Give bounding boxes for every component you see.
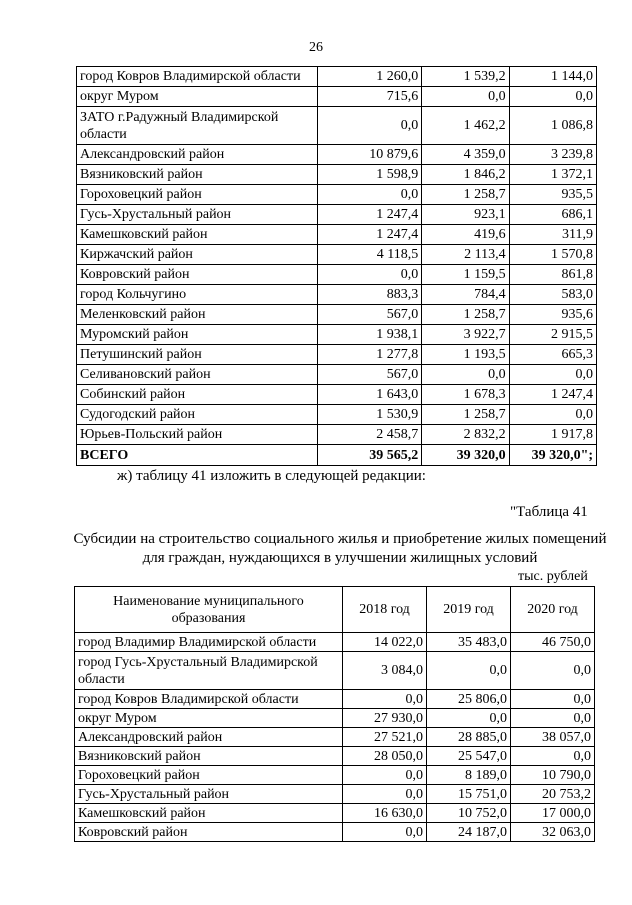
value-2019: 2 832,2 xyxy=(422,425,509,445)
value-2018: 883,3 xyxy=(317,285,421,305)
row-name: Александровский район xyxy=(75,728,343,747)
row-name: Юрьев-Польский район xyxy=(77,425,318,445)
column-header-name: Наименование муниципального образования xyxy=(75,587,343,633)
total-row xyxy=(77,445,597,466)
value-2019: 0,0 xyxy=(427,709,511,728)
value-2018: 567,0 xyxy=(317,365,421,385)
value-2020: 0,0 xyxy=(509,405,596,425)
value-2019: 1 258,7 xyxy=(422,405,509,425)
value-2020: 1 144,0 xyxy=(509,67,596,87)
value-2020: 38 057,0 xyxy=(511,728,595,747)
value-2019: 1 258,7 xyxy=(422,305,509,325)
value-2019: 1 678,3 xyxy=(422,385,509,405)
value-2018: 715,6 xyxy=(317,87,421,107)
row-name: Петушинский район xyxy=(77,345,318,365)
value-2020: 861,8 xyxy=(509,265,596,285)
value-2018: 0,0 xyxy=(317,265,421,285)
value-2019: 1 159,5 xyxy=(422,265,509,285)
row-name: город Ковров Владимирской области xyxy=(75,690,343,709)
value-2019: 2 113,4 xyxy=(422,245,509,265)
value-2020: 46 750,0 xyxy=(511,633,595,652)
value-2018: 1 598,9 xyxy=(317,165,421,185)
table-row xyxy=(75,823,595,842)
row-name: Селивановский район xyxy=(77,365,318,385)
value-2019: 1 846,2 xyxy=(422,165,509,185)
column-header-2019: 2019 год xyxy=(427,587,511,633)
table2-body xyxy=(75,633,595,842)
value-2020: 0,0 xyxy=(509,365,596,385)
column-header-2020: 2020 год xyxy=(511,587,595,633)
value-2019: 35 483,0 xyxy=(427,633,511,652)
value-2018: 0,0 xyxy=(343,690,427,709)
table-row xyxy=(77,185,597,205)
table-row xyxy=(77,405,597,425)
value-2018: 0,0 xyxy=(343,823,427,842)
table-row xyxy=(77,345,597,365)
header-row xyxy=(75,587,595,633)
value-2020: 1 570,8 xyxy=(509,245,596,265)
value-2019: 784,4 xyxy=(422,285,509,305)
table2-header xyxy=(75,587,595,633)
row-name: округ Муром xyxy=(75,709,343,728)
value-2020: 32 063,0 xyxy=(511,823,595,842)
table-row xyxy=(77,107,597,145)
value-2020: 0,0 xyxy=(511,690,595,709)
row-name: город Владимир Владимирской области xyxy=(75,633,343,652)
table-row xyxy=(75,747,595,766)
table-row xyxy=(77,205,597,225)
column-header-2018: 2018 год xyxy=(343,587,427,633)
row-name: Гусь-Хрустальный район xyxy=(75,785,343,804)
value-2020: 583,0 xyxy=(509,285,596,305)
table-row xyxy=(75,804,595,823)
row-name: Камешковский район xyxy=(77,225,318,245)
value-2018: 567,0 xyxy=(317,305,421,325)
total-2019: 39 320,0 xyxy=(422,445,509,466)
value-2019: 0,0 xyxy=(422,87,509,107)
value-2019: 24 187,0 xyxy=(427,823,511,842)
table-row xyxy=(77,325,597,345)
row-name: Александровский район xyxy=(77,145,318,165)
total-2018: 39 565,2 xyxy=(317,445,421,466)
table-row xyxy=(77,87,597,107)
row-name: Камешковский район xyxy=(75,804,343,823)
row-name: Ковровский район xyxy=(75,823,343,842)
table-row xyxy=(77,165,597,185)
value-2018: 28 050,0 xyxy=(343,747,427,766)
value-2018: 16 630,0 xyxy=(343,804,427,823)
value-2019: 1 258,7 xyxy=(422,185,509,205)
value-2020: 0,0 xyxy=(511,747,595,766)
value-2020: 0,0 xyxy=(509,87,596,107)
table-row xyxy=(75,766,595,785)
table-row xyxy=(77,385,597,405)
total-2020: 39 320,0"; xyxy=(509,445,596,466)
value-2019: 923,1 xyxy=(422,205,509,225)
value-2019: 15 751,0 xyxy=(427,785,511,804)
table-row xyxy=(75,728,595,747)
value-2018: 1 247,4 xyxy=(317,205,421,225)
value-2019: 28 885,0 xyxy=(427,728,511,747)
total-label: ВСЕГО xyxy=(77,445,318,466)
row-name: Гусь-Хрустальный район xyxy=(77,205,318,225)
table-row xyxy=(77,285,597,305)
table-row xyxy=(75,690,595,709)
table-row xyxy=(75,633,595,652)
value-2020: 20 753,2 xyxy=(511,785,595,804)
value-2020: 3 239,8 xyxy=(509,145,596,165)
social-housing-subsidy-table xyxy=(74,586,595,842)
value-2018: 2 458,7 xyxy=(317,425,421,445)
value-2018: 1 277,8 xyxy=(317,345,421,365)
value-2019: 25 806,0 xyxy=(427,690,511,709)
value-2018: 1 247,4 xyxy=(317,225,421,245)
row-name: Вязниковский район xyxy=(77,165,318,185)
table-row xyxy=(77,145,597,165)
value-2019: 4 359,0 xyxy=(422,145,509,165)
value-2020: 665,3 xyxy=(509,345,596,365)
table-row xyxy=(77,225,597,245)
row-name: Ковровский район xyxy=(77,265,318,285)
row-name: Судогодский район xyxy=(77,405,318,425)
row-name: ЗАТО г.Радужный Владимирской области xyxy=(77,107,318,145)
value-2020: 935,5 xyxy=(509,185,596,205)
value-2020: 1 247,4 xyxy=(509,385,596,405)
table-row xyxy=(77,67,597,87)
table-title: Субсидии на строительство социального жилья и приобретение жилых помещений для граждан, нуждающихся в улучшении жилищных условий xyxy=(73,531,607,566)
value-2020: 1 372,1 xyxy=(509,165,596,185)
value-2018: 10 879,6 xyxy=(317,145,421,165)
row-name: Меленковский район xyxy=(77,305,318,325)
value-2020: 935,6 xyxy=(509,305,596,325)
value-2018: 3 084,0 xyxy=(343,652,427,690)
units-label: тыс. рублей xyxy=(518,569,588,584)
value-2019: 1 193,5 xyxy=(422,345,509,365)
value-2019: 419,6 xyxy=(422,225,509,245)
row-name: Муромский район xyxy=(77,325,318,345)
value-2020: 0,0 xyxy=(511,652,595,690)
value-2020: 311,9 xyxy=(509,225,596,245)
value-2018: 27 521,0 xyxy=(343,728,427,747)
table-label: "Таблица 41 xyxy=(510,504,588,520)
page-number: 26 xyxy=(309,40,323,55)
value-2020: 10 790,0 xyxy=(511,766,595,785)
value-2020: 0,0 xyxy=(511,709,595,728)
value-2018: 0,0 xyxy=(317,185,421,205)
row-name: Вязниковский район xyxy=(75,747,343,766)
table-row xyxy=(77,425,597,445)
table-row xyxy=(77,265,597,285)
row-name: Собинский район xyxy=(77,385,318,405)
value-2020: 1 086,8 xyxy=(509,107,596,145)
value-2019: 25 547,0 xyxy=(427,747,511,766)
value-2019: 0,0 xyxy=(422,365,509,385)
value-2020: 1 917,8 xyxy=(509,425,596,445)
table-row xyxy=(77,365,597,385)
table-row xyxy=(77,305,597,325)
row-name: Гороховецкий район xyxy=(75,766,343,785)
table-row xyxy=(75,652,595,690)
row-name: город Ковров Владимирской области xyxy=(77,67,318,87)
subsidy-table-continued xyxy=(76,66,597,466)
row-name: округ Муром xyxy=(77,87,318,107)
value-2020: 2 915,5 xyxy=(509,325,596,345)
row-name: город Гусь-Хрустальный Владимирской области xyxy=(75,652,343,690)
amendment-instruction: ж) таблицу 41 изложить в следующей редакции: xyxy=(117,468,426,484)
value-2019: 1 462,2 xyxy=(422,107,509,145)
row-name: Киржачский район xyxy=(77,245,318,265)
table-row xyxy=(75,785,595,804)
value-2020: 686,1 xyxy=(509,205,596,225)
row-name: город Кольчугино xyxy=(77,285,318,305)
value-2019: 1 539,2 xyxy=(422,67,509,87)
value-2019: 0,0 xyxy=(427,652,511,690)
value-2019: 10 752,0 xyxy=(427,804,511,823)
value-2019: 3 922,7 xyxy=(422,325,509,345)
value-2018: 1 260,0 xyxy=(317,67,421,87)
table-row xyxy=(77,245,597,265)
value-2018: 1 530,9 xyxy=(317,405,421,425)
value-2018: 0,0 xyxy=(317,107,421,145)
value-2019: 8 189,0 xyxy=(427,766,511,785)
value-2018: 0,0 xyxy=(343,785,427,804)
value-2018: 1 643,0 xyxy=(317,385,421,405)
value-2018: 0,0 xyxy=(343,766,427,785)
row-name: Гороховецкий район xyxy=(77,185,318,205)
value-2018: 4 118,5 xyxy=(317,245,421,265)
value-2020: 17 000,0 xyxy=(511,804,595,823)
table-row xyxy=(75,709,595,728)
value-2018: 14 022,0 xyxy=(343,633,427,652)
value-2018: 27 930,0 xyxy=(343,709,427,728)
value-2018: 1 938,1 xyxy=(317,325,421,345)
table1-body xyxy=(77,67,597,466)
